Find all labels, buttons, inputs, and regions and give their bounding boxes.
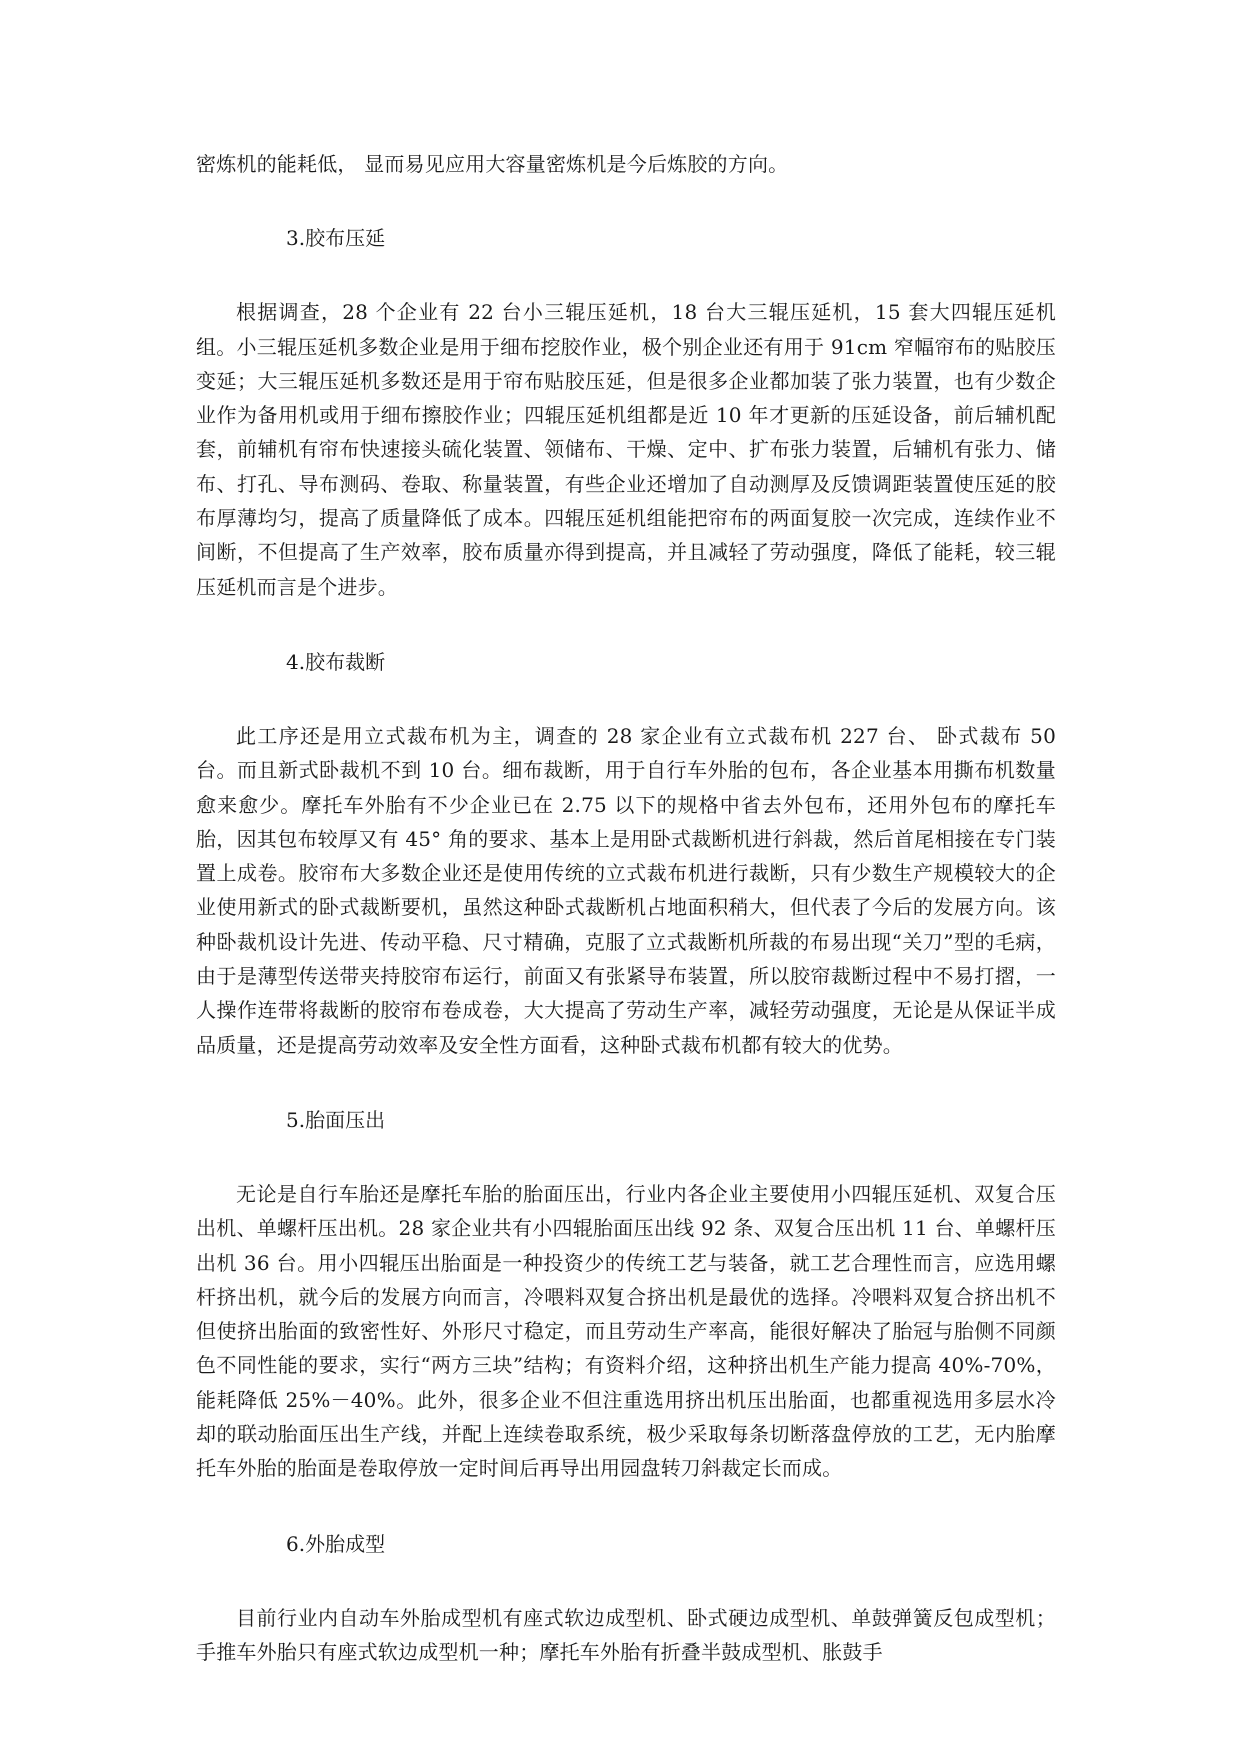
section-body-cutting: 此工序还是用立式裁布机为主，调查的 28 家企业有立式裁布机 227 台、 卧式裁布 50 台。而且新式卧裁机不到 10 台。细布裁断，用于自行车外胎的包布，各企业基本用撕布机数量愈来愈少。摩托车外胎有不少企业已在 2.75 以下的规格中省去外包布，还用外包布的摩托车胎，因其包布较厚又有 45° 角的要求、基本上是用卧式裁断机进行斜裁，然后首尾相接在专门装置上成卷。胶帘布大多数企业还是使用传统的立式裁布机进行裁断，只有少数生产规模较大的企业使用新式的卧式裁断要机，虽然这种卧式裁断机占地面积稍大，但代表了今后的发展方向。该种卧裁机设计先进、传动平稳、尺寸精确，克服了立式裁断机所裁的布易出现“关刀”型的毛病，由于是薄型传送带夹持胶帘布运行，前面又有张紧导布装置，所以胶帘裁断过程中不易打摺，一人操作连带将裁断的胶帘布卷成卷，大大提高了劳动生产率，减轻劳动强度，无论是从保证半成品质量，还是提高劳动效率及安全性方面看，这种卧式裁布机都有较大的优势。 [196, 723, 1056, 1057]
section-body-tread-extrusion: 无论是自行车胎还是摩托车胎的胎面压出，行业内各企业主要使用小四辊压延机、双复合压出机、单螺杆压出机。28 家企业共有小四辊胎面压出线 92 条、双复合压出机 11 台、单螺杆压出机 36 台。用小四辊压出胎面是一种投资少的传统工艺与装备，就工艺合理性而言，应选用螺杆挤出机，就今后的发展方向而言，冷喂料双复合挤出机是最优的选择。冷喂料双复合挤出机不但使挤出胎面的致密性好、外形尺寸稳定，而且劳动生产率高，能很好解决了胎冠与胎侧不同颜色不同性能的要求，实行“两方三块”结构；有资料介绍，这种挤出机生产能力提高 40%-70%， 能耗降低 25%－40%。此外，很多企业不但注重选用挤出机压出胎面，也都重视选用多层水冷却的联动胎面压出生产线，并配上连续卷取系统，极少采取每条切断落盘停放的工艺，无内胎摩托车外胎的胎面是卷取停放一定时间后再导出用园盘转刀斜裁定长而成。 [196, 1181, 1056, 1481]
document-body [196, 147, 1056, 1669]
section-body-tire-building: 目前行业内自动车外胎成型机有座式软边成型机、卧式硬边成型机、单鼓弹簧反包成型机；手推车外胎只有座式软边成型机一种；摩托车外胎有折叠半鼓成型机、胀鼓手 [196, 1605, 1056, 1664]
intro-paragraph: 密炼机的能耗低， 显而易见应用大容量密炼机是今后炼胶的方向。 [196, 152, 789, 176]
section-body-calendering: 根据调查，28 个企业有 22 台小三辊压延机，18 台大三辊压延机，15 套大四辊压延机组。小三辊压延机多数企业是用于细布挖胶作业，极个别企业还有用于 91cm 窄幅帘布的贴胶压变延；大三辊压延机多数还是用于帘布贴胶压延，但是很多企业都加装了张力装置，也有少数企业作为备用机或用于细布擦胶作业；四辊压延机组都是近 10 年才更新的压延设备，前后辅机配套，前辅机有帘布快速接头硫化装置、领储布、干燥、定中、扩布张力装置，后辅机有张力、储布、打孔、导布测码、卷取、称量装置，有些企业还增加了自动测厚及反馈调距装置使压延的胶布厚薄均匀，提高了质量降低了成本。四辊压延机组能把帘布的两面复胶一次完成，连续作业不间断，不但提高了生产效率，胶布质量亦得到提高，并且减轻了劳动强度，降低了能耗，较三辊压延机而言是个进步。 [196, 300, 1056, 599]
section-heading-tire-building: 6.外胎成型 [286, 1531, 386, 1556]
section-heading-calendering: 3.胶布压延 [286, 226, 386, 251]
section-heading-cutting: 4.胶布裁断 [286, 649, 386, 674]
section-heading-tread-extrusion: 5.胎面压出 [286, 1107, 386, 1132]
